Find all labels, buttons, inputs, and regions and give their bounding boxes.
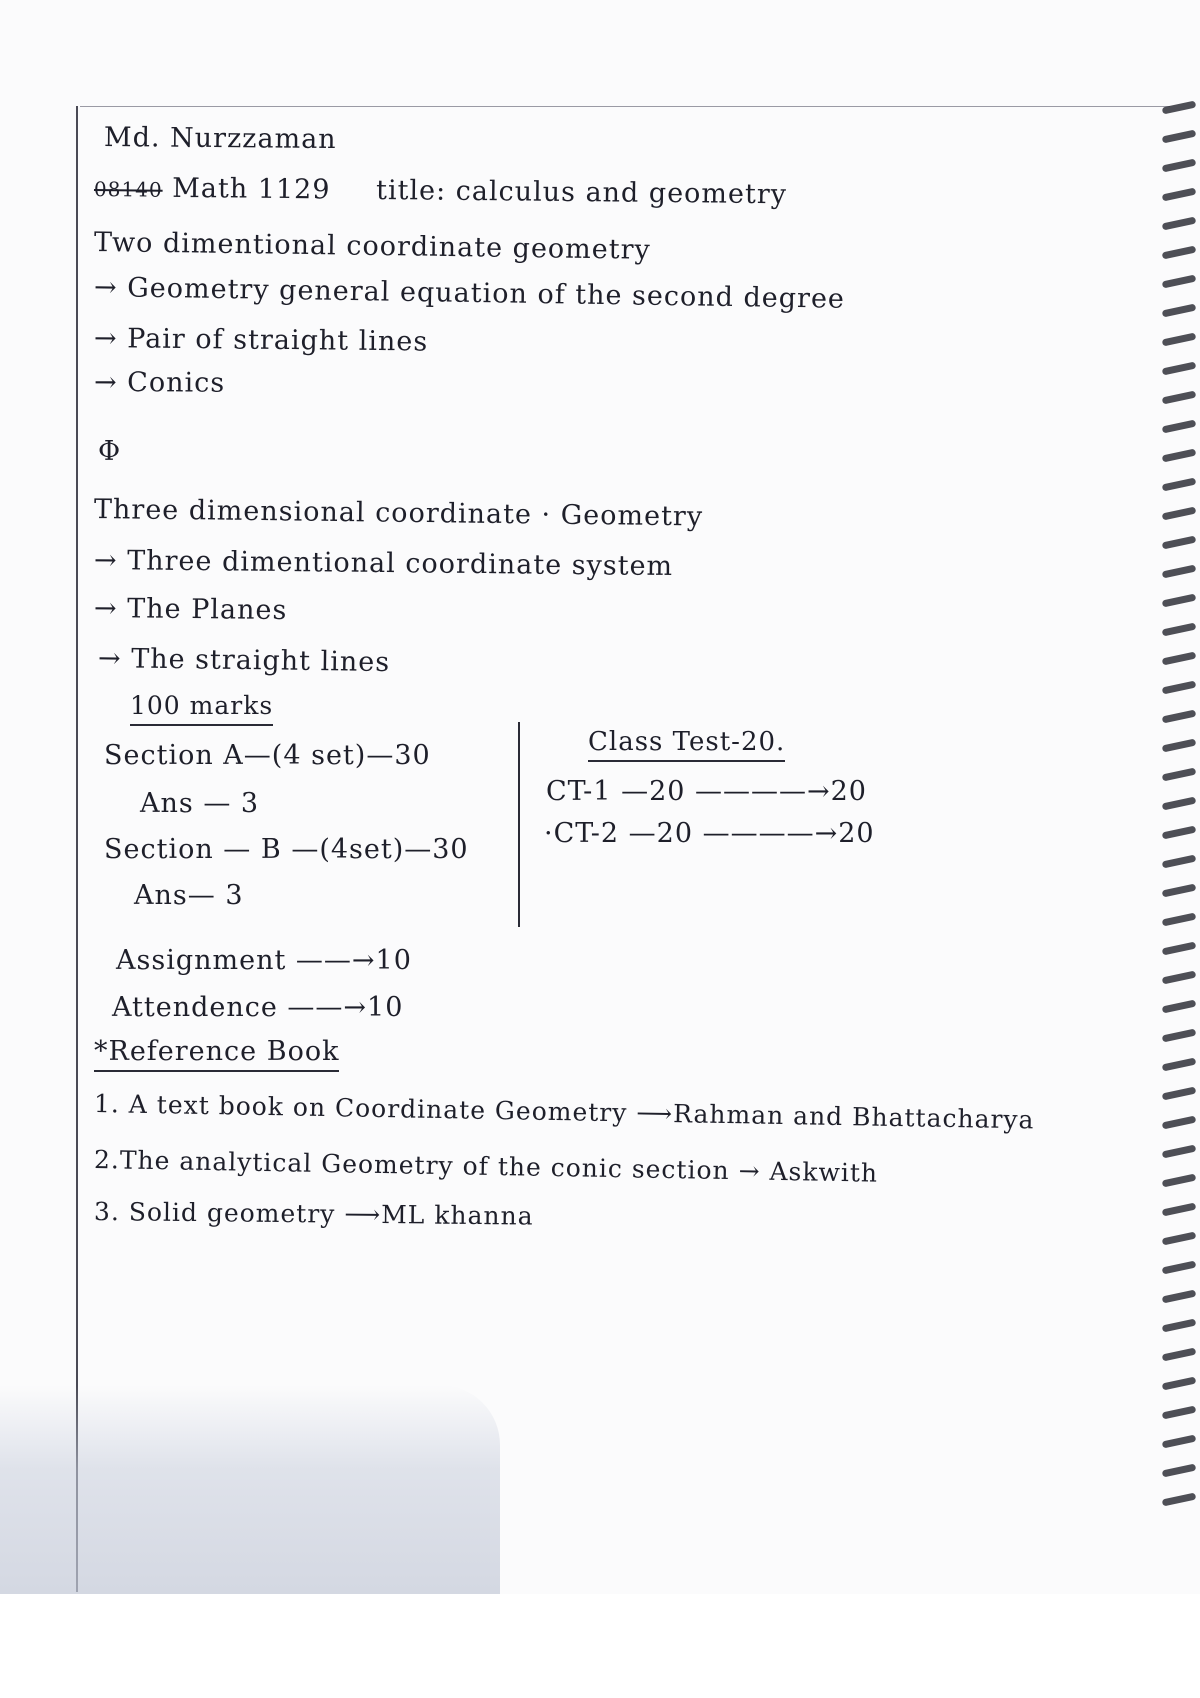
phi-symbol: Φ: [98, 436, 122, 467]
two-d-item-1: → Geometry general equation of the second degree: [93, 272, 846, 315]
total-marks: 100 marks: [130, 690, 273, 726]
three-d-item-1: → Three dimentional coordinate system: [93, 545, 674, 583]
two-d-item-2: → Pair of straight lines: [93, 323, 429, 358]
three-d-item-3: → The straight lines: [97, 643, 391, 679]
course-prefix-crossed: 08140: [93, 177, 163, 202]
spiral-binding: [1158, 104, 1200, 1594]
three-d-heading: Three dimensional coordinate · Geometry: [93, 494, 704, 533]
marks-divider: [518, 722, 520, 927]
two-d-item-3: → Conics: [93, 367, 226, 399]
two-d-heading: Two dimentional coordinate geometry: [93, 227, 651, 266]
author-name: Md. Nurzzaman: [103, 122, 337, 156]
course-title: title: calculus and geometry: [375, 174, 788, 211]
section-b: Section — B —(4set)—30: [104, 834, 469, 865]
reference-heading: *Reference Book: [94, 1036, 339, 1072]
section-b-ans: Ans— 3: [134, 880, 244, 911]
ct1-row: CT-1 —20 ————→20: [546, 776, 867, 807]
class-test-title: Class Test-20.: [588, 726, 785, 762]
reference-book-1: 1. A text book on Coordinate Geometry ⟶Rahman and Bhattacharya: [93, 1089, 1035, 1135]
course-code: Math 1129: [172, 172, 331, 206]
attendence-row: Attendence ——→10: [112, 992, 404, 1023]
top-rule: [80, 106, 1170, 107]
course-line: [94, 172, 787, 212]
margin-line: [76, 106, 78, 1592]
section-a: Section A—(4 set)—30: [104, 740, 431, 771]
ct2-row: ·CT-2 —20 ————→20: [544, 818, 875, 849]
bottom-margin: [0, 1594, 1200, 1698]
hand-shadow: [0, 1385, 500, 1595]
assignment-row: Assignment ——→10: [116, 945, 412, 976]
reference-book-3: 3. Solid geometry ⟶ML khanna: [93, 1197, 534, 1231]
three-d-item-2: → The Planes: [93, 593, 288, 627]
reference-book-2: 2.The analytical Geometry of the conic section → Askwith: [93, 1145, 879, 1188]
section-a-ans: Ans — 3: [140, 788, 260, 819]
